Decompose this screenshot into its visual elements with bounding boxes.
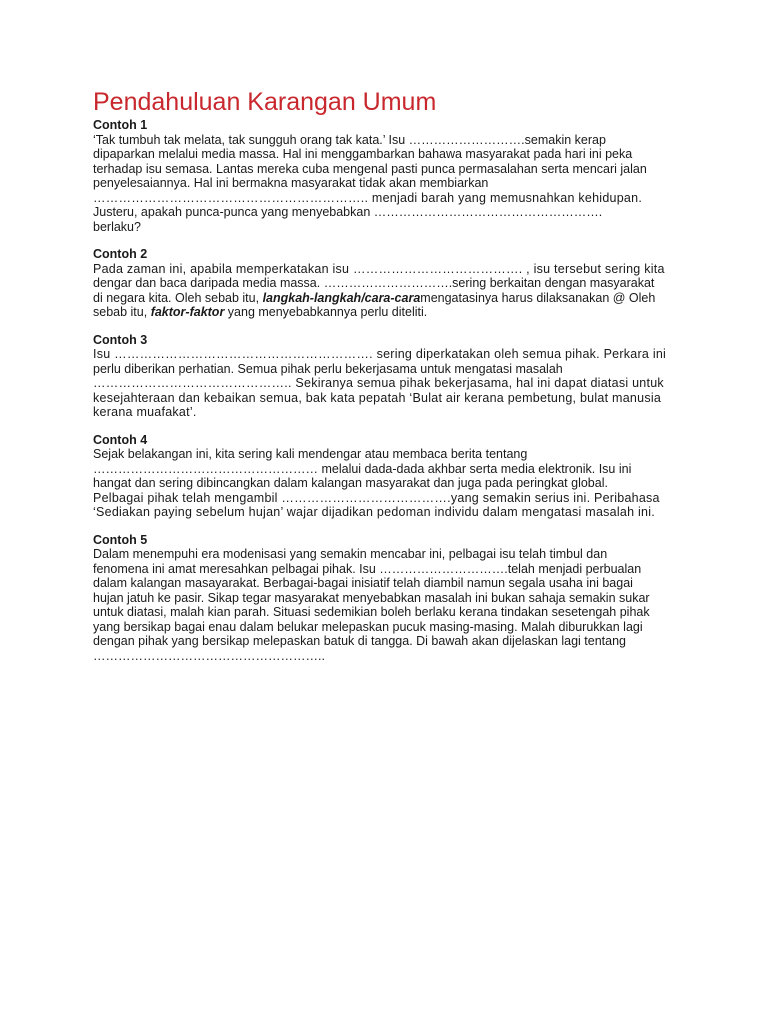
paragraph-line: ‘Tak tumbuh tak melata, tak sungguh orang tak kata.’ Isu ……………………….semakin kerap xyxy=(93,132,606,147)
emphasis-text: faktor-faktor xyxy=(150,305,225,319)
paragraph-line: fenomena ini amat meresahkan pelbagai pihak. Isu ………………………….telah menjadi perbualan xyxy=(93,561,642,576)
document-title: Pendahuluan Karangan Umum xyxy=(93,88,437,116)
paragraph-line: dengar dan baca daripada media massa. ………………………….sering berkaitan dengan masyarakat xyxy=(93,276,655,290)
paragraph-line: Dalam menempuhi era modenisasi yang semakin mencabar ini, pelbagai isu telah timbul dan xyxy=(93,547,608,561)
text-run: di negara kita. Oleh sebab itu, xyxy=(93,290,263,305)
paragraph-line: yang bersikap bagai enau dalam belukar melepaskan pucuk masing-masing. Malah diburukkan lagi xyxy=(93,619,643,634)
paragraph-line: kerana muafakat’. xyxy=(93,405,197,419)
paragraph-line: perlu diberikan perhatian. Semua pihak perlu bekerjasama untuk mengatasi masalah xyxy=(93,361,563,376)
section-heading: Contoh 5 xyxy=(93,532,148,547)
paragraph-line: untuk diatasi, malah kian parah. Situasi sedemikian boleh berlaku kerana tindakan sesetengah pihak xyxy=(93,605,650,619)
section-heading: Contoh 2 xyxy=(93,247,148,261)
paragraph-line: dengan pihak yang bersikap melepaskan batuk di tangga. Di bawah akan dijelaskan lagi tentang xyxy=(93,634,627,648)
section-contoh-2 xyxy=(93,247,683,320)
section-heading: Contoh 4 xyxy=(93,432,148,447)
paragraph-line: ……………………………………………….. xyxy=(93,648,325,663)
text-run: mengatasinya harus dilaksanakan @ Oleh xyxy=(420,290,656,305)
document-content xyxy=(93,88,683,676)
section-heading: Contoh 1 xyxy=(93,118,148,132)
paragraph-line: hujan jatuh ke pasir. Sikap tegar masyarakat menyebabkan masalah ini bukan sahaja semakin sukar xyxy=(93,590,650,605)
paragraph-line xyxy=(93,291,683,306)
paragraph-line: hangat dan sering dibincangkan dalam kalangan masyarakat dan juga pada peringkat global. xyxy=(93,476,608,490)
section-contoh-4 xyxy=(93,433,683,520)
paragraph-line: dipaparkan melalui media massa. Hal ini menggambarkan bahawa masyarakat pada hari ini peka xyxy=(93,147,633,161)
section-contoh-1 xyxy=(93,118,683,234)
paragraph-line: Isu ……………………………………………………. sering diperkatakan oleh semua pihak. Perkara ini xyxy=(93,347,667,361)
paragraph-line: terhadap isu semasa. Lantas mereka cuba mengenal pasti punca permasalahan serta mencari jalan xyxy=(93,161,647,176)
text-run: sebab itu, xyxy=(93,305,151,319)
paragraph-line: Pada zaman ini, apabila memperkatakan isu …………………………………. , isu tersebut sering kita xyxy=(93,261,665,276)
paragraph-line: ……………………………………………………….. menjadi barah yang memusnahkan kehidupan. xyxy=(93,190,643,205)
paragraph-line: kesejahteraan dan kebaikan semua, bak kata pepatah ‘Bulat air kerana pembetung, bulat manusia xyxy=(93,390,662,405)
paragraph-line: dalam kalangan masayarakat. Berbagai-bagai inisiatif telah diambil namun segala usaha ini bagai xyxy=(93,576,633,590)
paragraph-line: penyelesaiannya. Hal ini bermakna masyarakat tidak akan membiarkan xyxy=(93,176,489,190)
paragraph-line: berlaku? xyxy=(93,219,141,234)
paragraph-line: Justeru, apakah punca-punca yang menyebabkan ………………………………………………. xyxy=(93,205,603,219)
paragraph-line: Pelbagai pihak telah mengambil ………………………………….yang semakin serius ini. Peribahasa xyxy=(93,490,660,505)
paragraph-line: ……………………………………….. Sekiranya semua pihak bekerjasama, hal ini dapat diatasi untuk xyxy=(93,376,664,390)
section-contoh-5 xyxy=(93,533,683,664)
paragraph-line xyxy=(93,305,683,320)
section-heading: Contoh 3 xyxy=(93,332,148,347)
emphasis-text: langkah-langkah/cara-cara xyxy=(262,290,421,305)
text-run: yang menyebabkannya perlu diteliti. xyxy=(224,305,428,319)
paragraph-line: Sejak belakangan ini, kita sering kali mendengar atau membaca berita tentang xyxy=(93,447,528,461)
section-contoh-3 xyxy=(93,333,683,420)
paragraph-line: ‘Sediakan paying sebelum hujan’ wajar dijadikan pedoman individu dalam mengatasi masalah ini. xyxy=(93,505,656,519)
paragraph-line: ……………………………………………… melalui dada-dada akhbar serta media elektronik. Isu ini xyxy=(93,461,632,476)
